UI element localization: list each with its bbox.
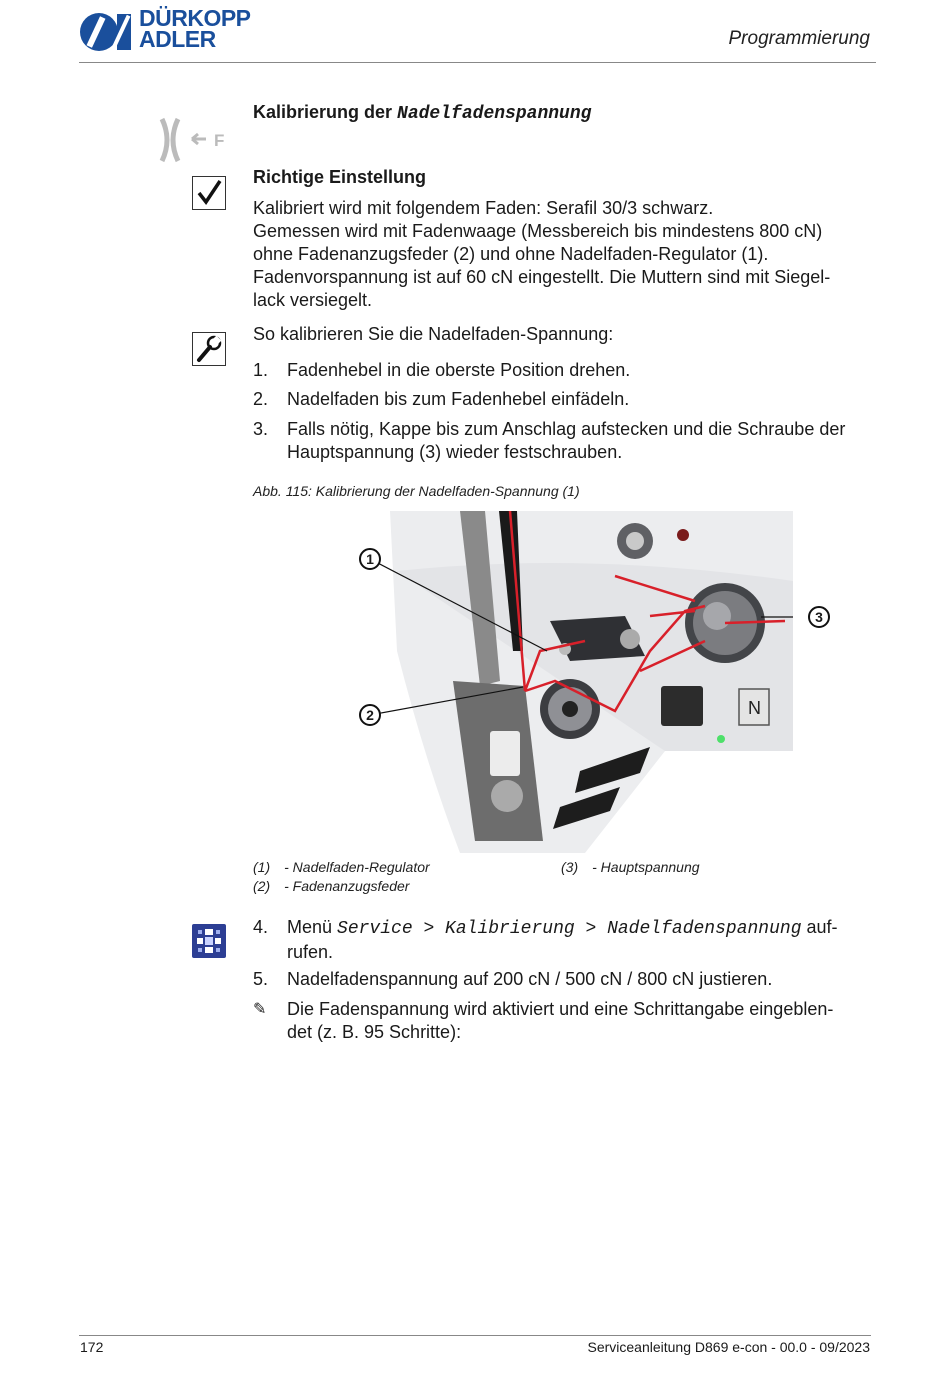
figure-callout-2: 2: [359, 704, 381, 726]
menu-icon: [192, 924, 226, 958]
step-text-line2: Hauptspannung (3) wieder festschrauben.: [287, 442, 623, 462]
figure-caption: Abb. 115: Kalibrierung der Nadelfaden-Spannung (1): [253, 483, 580, 499]
brand-logo-mark: [79, 12, 133, 52]
procedure-intro: So kalibrieren Sie die Nadelfaden-Spannung:: [253, 324, 614, 344]
step-number: 2.: [253, 389, 269, 409]
heading-prefix: Kalibrierung der: [253, 102, 398, 122]
step-text-line2: rufen.: [287, 942, 334, 962]
brand-logo-text: [139, 5, 251, 52]
correct-setting-line: Gemessen wird mit Fadenwaage (Messbereich bis mindestens 800 cN): [253, 221, 823, 241]
step-number: 1.: [253, 360, 269, 380]
legend-item-1: [253, 859, 430, 875]
calibration-f-icon: [158, 117, 228, 163]
correct-setting-line: ohne Fadenanzugsfeder (2) und ohne Nadelfaden-Regulator (1).: [253, 244, 769, 264]
correct-setting-title: Richtige Einstellung: [253, 167, 427, 187]
legend-text: - Fadenanzugsfeder: [284, 878, 410, 894]
step-2: [253, 388, 873, 411]
correct-setting-body: [253, 197, 883, 312]
section-heading: [253, 102, 591, 124]
document-info: Serviceanleitung D869 e-con - 00.0 - 09/2023: [587, 1339, 870, 1355]
header-divider: [79, 62, 876, 63]
checkmark-icon: [192, 176, 226, 210]
step-number: 5.: [253, 969, 269, 989]
step-number: 4.: [253, 917, 269, 937]
step4-suffix: auf-: [801, 917, 838, 937]
result-text: Die Fadenspannung wird aktiviert und eine Schrittangabe eingeblen-: [287, 999, 834, 1019]
step-4: [253, 916, 873, 964]
figure-callout-3: 3: [808, 606, 830, 628]
legend-text: - Hauptspannung: [592, 859, 700, 875]
wrench-icon: [192, 332, 226, 366]
step-text: Nadelfaden bis zum Fadenhebel einfädeln.: [287, 389, 630, 409]
legend-item-2: [253, 878, 409, 894]
menu-path-code: Service > Kalibrierung > Nadelfadenspannung: [337, 919, 802, 939]
result-line: [253, 998, 873, 1044]
legend-text: - Nadelfaden-Regulator: [284, 859, 430, 875]
step-3: [253, 418, 873, 464]
correct-setting-line: Fadenvorspannung ist auf 60 cN eingestellt. Die Muttern sind mit Siegel-: [253, 267, 831, 287]
footer-divider: [79, 1335, 871, 1336]
legend-number: (3): [561, 859, 579, 875]
result-arrow-icon: ✎: [253, 1001, 267, 1018]
correct-setting-line: Kalibriert wird mit folgendem Faden: Serafil 30/3 schwarz.: [253, 198, 714, 218]
correct-setting-line: lack versiegelt.: [253, 290, 373, 310]
step-text: Falls nötig, Kappe bis zum Anschlag aufstecken und die Schraube der: [287, 419, 846, 439]
svg-text:F: F: [214, 131, 225, 150]
step-number: 3.: [253, 419, 269, 439]
legend-number: (2): [253, 878, 271, 894]
panel-n-label: N: [748, 698, 761, 718]
page-number: 172: [80, 1339, 104, 1355]
step4-prefix: Menü: [287, 917, 338, 937]
heading-code: Nadelfadenspannung: [397, 104, 592, 124]
brand-line-2: ADLER: [139, 26, 216, 52]
header-section-title: Programmierung: [728, 28, 870, 49]
step-5: [253, 968, 873, 991]
legend-number: (1): [253, 859, 271, 875]
step-text: Fadenhebel in die oberste Position drehen.: [287, 360, 631, 380]
step-1: [253, 359, 873, 382]
legend-item-3: [561, 859, 700, 875]
result-text-line2: det (z. B. 95 Schritte):: [287, 1022, 462, 1042]
step-text: Nadelfadenspannung auf 200 cN / 500 cN / 800 cN justieren.: [287, 969, 773, 989]
step-text: [287, 916, 873, 941]
brand-line-1: DÜRKOPP: [139, 5, 251, 31]
figure-callout-1: 1: [359, 548, 381, 570]
